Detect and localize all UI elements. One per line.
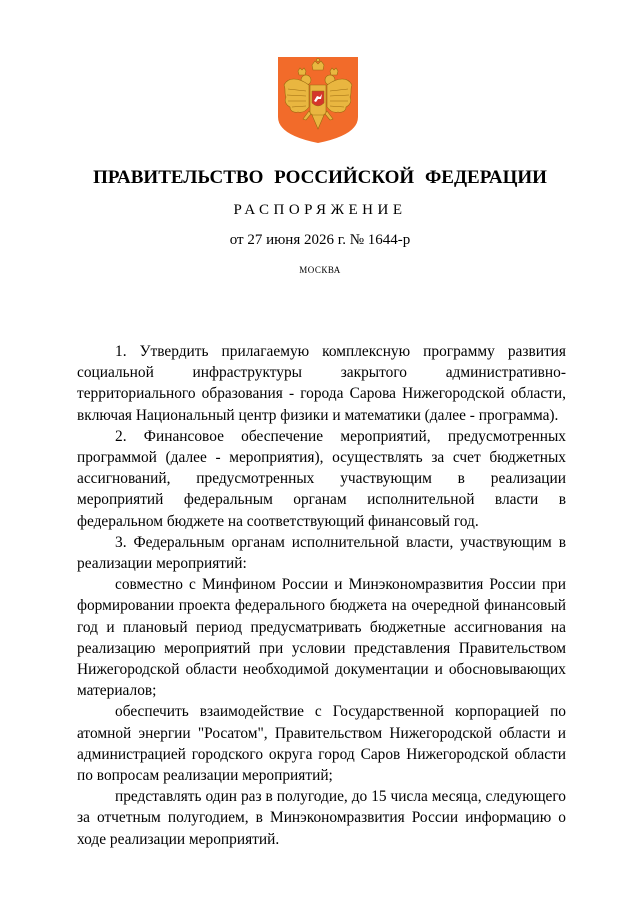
paragraph-3-item-1: совместно с Минфином России и Минэкономразвития России при формировании проекта федерального бюджета на очередной финансовый год и плановый период предусматривать бюджетные ассигнования на реализацию мероприятий при условии представления Правительством Нижегородской области необходимой документации и обосновывающих материалов;: [77, 576, 566, 700]
paragraph-1: 1. Утвердить прилагаемую комплексную программу развития социальной инфраструктуры закрытого административно-территориального образования - города Сарова Нижегородской области, включая Национальный центр физики и математики (далее - программа).: [77, 343, 566, 424]
russian-coat-of-arms-icon: [276, 55, 360, 145]
paragraph-3-item-3: представлять один раз в полугодие, до 15 числа месяца, следующего за отчетным полугодием, в Минэкономразвития России информацию о ходе реализации мероприятий.: [77, 788, 566, 848]
document-body: [77, 341, 566, 850]
city: МОСКВА: [299, 265, 341, 275]
paragraph-3-item-2: обеспечить взаимодействие с Государственной корпорацией по атомной энергии "Росатом", Правительством Нижегородской области и администрацией городского округа город Саров Нижегородской области по вопросам реализации мероприятий;: [77, 703, 566, 785]
paragraph-2: 2. Финансовое обеспечение мероприятий, предусмотренных программой (далее - мероприятия), осуществлять за счет бюджетных ассигнований, предусмотренных участвующим в реализации мероприятий федеральным органам исполнительной власти в федеральном бюджете на соответствующий финансовый год.: [77, 427, 566, 530]
document-type: РАСПОРЯЖЕНИЕ: [233, 202, 407, 218]
paragraph-3: 3. Федеральным органам исполнительной власти, участвующим в реализации мероприятий:: [77, 533, 566, 573]
date-and-number: от 27 июня 2026 г. № 1644-р: [229, 232, 411, 248]
government-title: ПРАВИТЕЛЬСТВО РОССИЙСКОЙ ФЕДЕРАЦИИ: [93, 167, 547, 188]
